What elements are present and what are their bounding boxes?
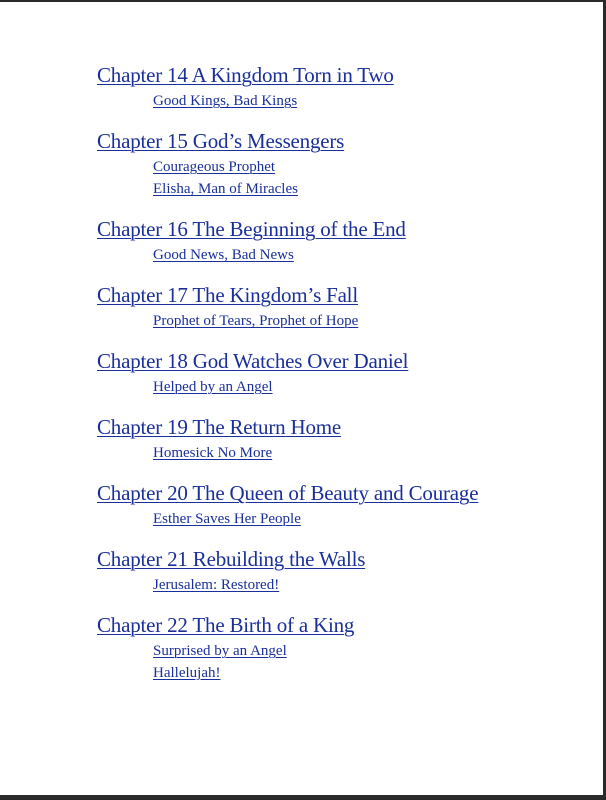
chapter-link[interactable]: Chapter 15 God’s Messengers: [97, 129, 345, 153]
section-list: [97, 310, 577, 332]
section-link[interactable]: Prophet of Tears, Prophet of Hope: [153, 313, 359, 329]
chapter-link[interactable]: Chapter 16 The Beginning of the End: [97, 217, 406, 241]
chapter-link[interactable]: Chapter 17 The Kingdom’s Fall: [97, 283, 358, 307]
page-bottom-edge: [0, 795, 606, 800]
toc-chapter-21: [97, 544, 577, 596]
toc-chapter-14: [97, 60, 577, 112]
toc-chapter-19: [97, 412, 577, 464]
table-of-contents: [97, 60, 577, 698]
toc-chapter-18: [97, 346, 577, 398]
section-link[interactable]: Elisha, Man of Miracles: [153, 181, 298, 197]
section-link[interactable]: Courageous Prophet: [153, 159, 276, 175]
section-link[interactable]: Surprised by an Angel: [153, 643, 287, 659]
section-link[interactable]: Good News, Bad News: [153, 247, 294, 263]
section-list: [97, 376, 577, 398]
toc-chapter-20: [97, 478, 577, 530]
section-link[interactable]: Esther Saves Her People: [153, 511, 301, 527]
chapter-link[interactable]: Chapter 20 The Queen of Beauty and Courage: [97, 481, 479, 505]
toc-chapter-16: [97, 214, 577, 266]
section-link[interactable]: Homesick No More: [153, 445, 273, 461]
section-list: [97, 156, 577, 200]
section-link[interactable]: Jerusalem: Restored!: [153, 577, 280, 593]
section-list: [97, 90, 577, 112]
section-list: [97, 442, 577, 464]
section-link[interactable]: Hallelujah!: [153, 665, 221, 681]
section-list: [97, 574, 577, 596]
section-list: [97, 244, 577, 266]
section-list: [97, 640, 577, 684]
chapter-link[interactable]: Chapter 19 The Return Home: [97, 415, 342, 439]
page-top-edge: [0, 0, 606, 2]
chapter-link[interactable]: Chapter 22 The Birth of a King: [97, 613, 355, 637]
section-link[interactable]: Good Kings, Bad Kings: [153, 93, 298, 109]
toc-chapter-15: [97, 126, 577, 200]
chapter-link[interactable]: Chapter 21 Rebuilding the Walls: [97, 547, 366, 571]
toc-chapter-17: [97, 280, 577, 332]
section-list: [97, 508, 577, 530]
chapter-link[interactable]: Chapter 18 God Watches Over Daniel: [97, 349, 409, 373]
chapter-link[interactable]: Chapter 14 A Kingdom Torn in Two: [97, 63, 394, 87]
toc-chapter-22: [97, 610, 577, 684]
section-link[interactable]: Helped by an Angel: [153, 379, 273, 395]
